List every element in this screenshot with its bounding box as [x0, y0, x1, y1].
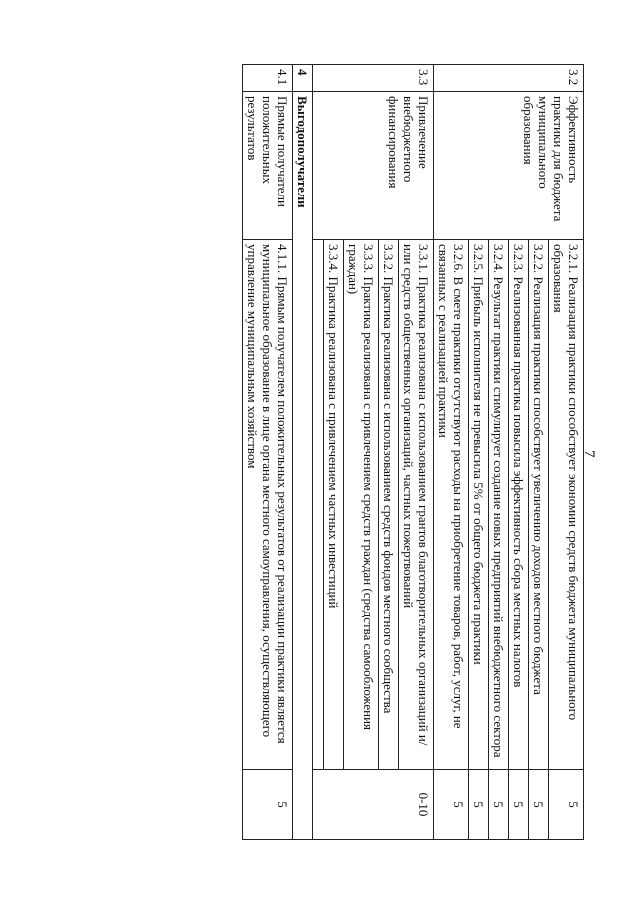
empty-cell	[313, 240, 324, 770]
section-name: Привлечение внебюджетного финансирования	[313, 92, 434, 240]
criterion-text: 3.2.3. Реализованная практика повысила эффективность сбора местных налогов	[509, 240, 529, 770]
criterion-score: 5	[549, 770, 584, 840]
criterion-text: 3.2.4. Результат практики стимулирует создание новых предприятий внебюджетного сектора	[489, 240, 509, 770]
criterion-score: 5	[489, 770, 509, 840]
criterion-score: 5	[243, 770, 293, 840]
section-name: Прямые получатели положительных результатов	[243, 92, 293, 240]
criterion-score: 5	[509, 770, 529, 840]
section-number: 4.1	[243, 65, 293, 92]
criterion-score: 5	[469, 770, 489, 840]
criterion-text: 3.3.1. Практика реализована с использованием грантов благотворительных организаций и/или средств общественных организаций, частных пожертвований	[399, 240, 434, 770]
page-number: 7	[581, 450, 597, 458]
criterion-text: 3.2.5. Прибыль исполнителя не превысила 5% от общего бюджета практики	[469, 240, 489, 770]
criterion-text: 3.3.2. Практика реализована с использованием средств фондов местного сообщества	[379, 240, 399, 770]
table-row	[399, 65, 434, 840]
criterion-text: 3.2.6. В смете практики отсутствуют расходы на приобретение товаров, работ, услуг, не связанных с реализацией практики	[434, 240, 469, 770]
section-score: 0-10	[313, 770, 434, 840]
section-heading: Выгодополучатели	[293, 92, 313, 840]
criterion-score: 5	[529, 770, 549, 840]
section-number: 3.3	[313, 65, 434, 92]
criteria-table	[242, 64, 584, 840]
criterion-text: 3.2.2. Реализация практики способствует увеличению доходов местного бюджета	[529, 240, 549, 770]
criterion-text: 3.3.3. Практика реализована с привлечением средств граждан (средства самообложения граждан)	[344, 240, 379, 770]
criterion-text: 3.2.1. Реализация практики способствует экономии средств бюджета муниципального образования	[549, 240, 584, 770]
section-number: 3.2	[434, 65, 584, 92]
table-row	[293, 65, 313, 840]
criterion-text: 3.3.4. Практика реализована с привлечением частных инвестиций	[324, 240, 344, 770]
section-number: 4	[293, 65, 313, 92]
criterion-text: 4.1.1. Прямым получателем положительных результатов от реализации практики является муниципальное образование в лице органа местного самоуправления, осуществляющего управление муниципальным хозяйством	[243, 240, 293, 770]
table-row	[243, 65, 293, 840]
criterion-score: 5	[434, 770, 469, 840]
section-name: Эффективность практики для бюджета муниципального образования	[434, 92, 584, 240]
table-row	[549, 65, 584, 840]
